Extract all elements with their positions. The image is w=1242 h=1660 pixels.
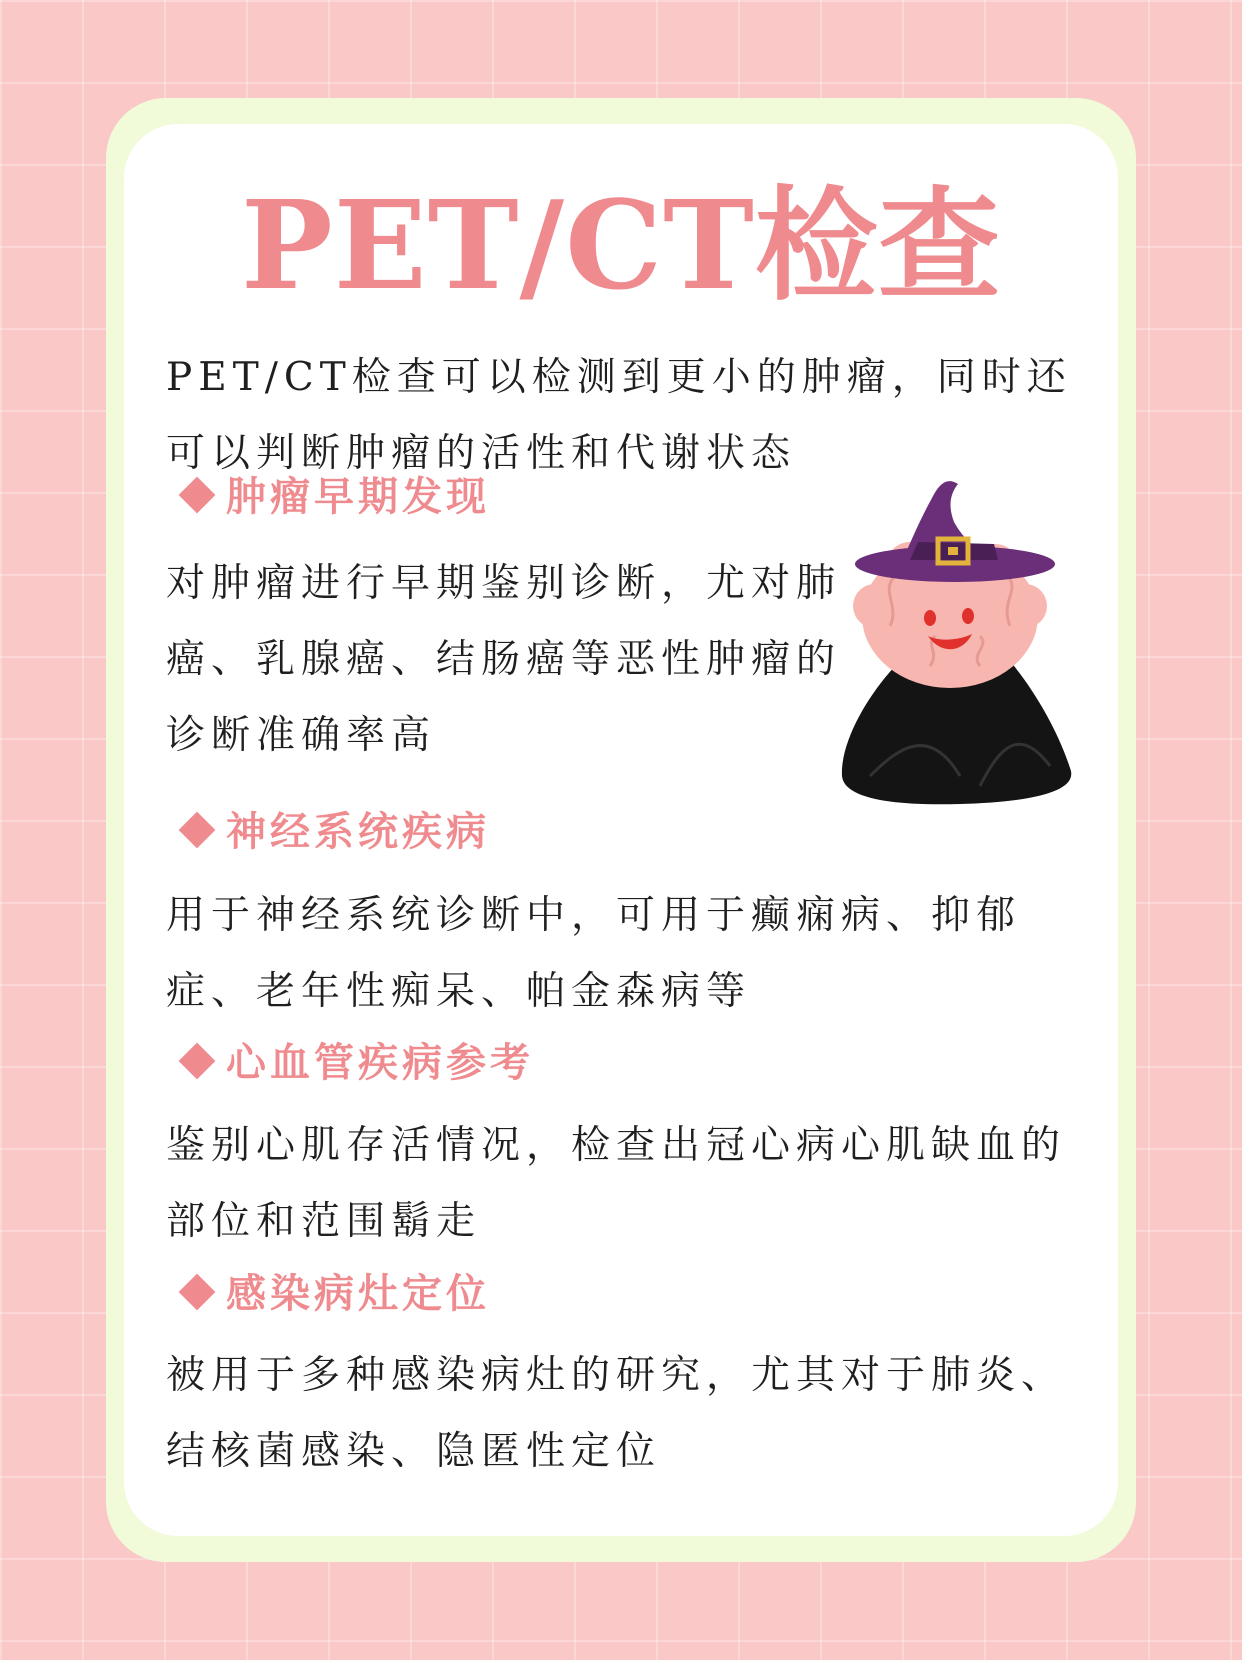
witch-tumor-mascot (830, 476, 1090, 816)
section-heading-early-detection: 肿瘤早期发现 (180, 471, 490, 523)
section-body-nervous-system: 用于神经系统诊断中，可用于癫痫病、抑郁症、老年性痴呆、帕金森病等 (166, 893, 1022, 1014)
diamond-bullet-icon (179, 1043, 216, 1080)
diamond-bullet-icon (179, 1274, 216, 1311)
section-heading-nervous-system: 神经系统疾病 (180, 806, 490, 858)
diamond-bullet-icon (179, 812, 216, 849)
section-body-infection: 被用于多种感染病灶的研究，尤其对于肺炎、结核菌感染、隐匿性定位 (166, 1353, 1067, 1474)
section-heading-cardiovascular: 心血管疾病参考 (180, 1037, 534, 1089)
section-body-cardiovascular: 鉴别心肌存活情况，检查出冠心病心肌缺血的部位和范围鬍走 (166, 1123, 1067, 1244)
section-body-early-detection: 对肿瘤进行早期鉴别诊断，尤对肺癌、乳腺癌、结肠癌等恶性肿瘤的诊断准确率高 (166, 561, 842, 758)
intro-text: PET/CT检查可以检测到更小的肿瘤，同时还可以判断肿瘤的活性和代谢状态 (166, 355, 1072, 476)
page-title: PET/CT检查 (241, 173, 1001, 317)
section-heading-infection: 感染病灶定位 (180, 1268, 490, 1320)
diamond-bullet-icon (179, 477, 216, 514)
